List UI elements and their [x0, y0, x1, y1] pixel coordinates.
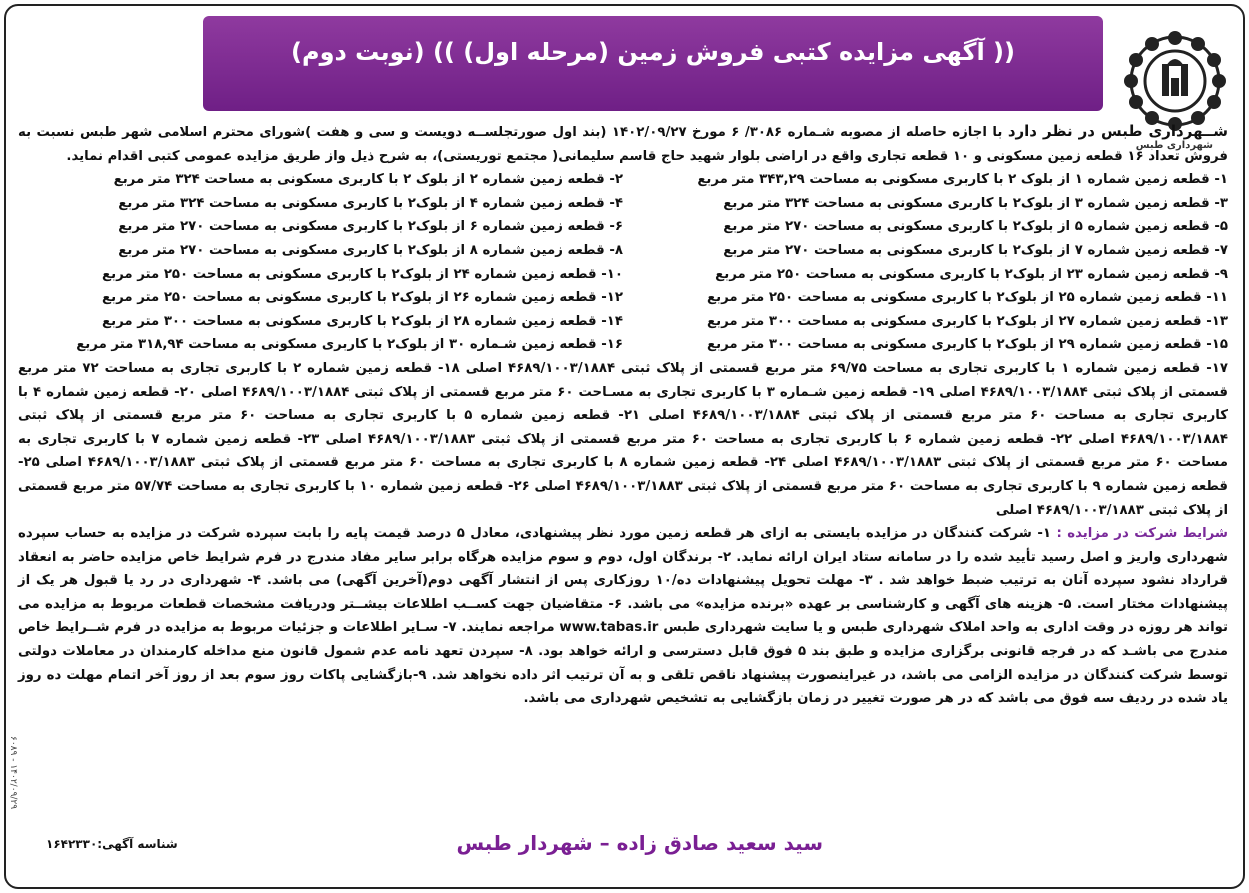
footer — [6, 831, 1243, 865]
list-item: ۹- قطعه زمین شماره ۲۳ از بلوک۲ با کاربری مسکونی به مساحت ۲۵۰ متر مربع — [715, 266, 1228, 282]
list-item: ۸- قطعه زمین شماره ۸ از بلوک۲ با کاربری مسکونی به مساحت ۲۷۰ متر مربع — [118, 242, 623, 258]
conditions-section — [18, 522, 1228, 711]
auction-notice — [4, 4, 1245, 889]
commercial-lots: ۱۷- قطعه زمین شماره ۱ با کاربری تجاری به مساحت ۶۹/۷۵ متر مربع قسمتی از پلاک ثبتی ۴۶۸۹/۱۰۰۳/۱۸۸۴ اصلی ۱۸- قطعه زمین شماره ۲ با کاربری تجاری به مساحت ۷۲ متر مربع قسمتی از پلاک ثبتی ۴۶۸۹/۱۰۰۳/۱۸۸۴ اصلی ۱۹- قطعه زمین شـماره ۳ با کاربری تجاری به مسـاحت ۶۰ متر مربع قسمتی از پلاک ثبتی ۴۶۸۹/۱۰۰۳/۱۸۸۴ اصلی ۲۰- قطعه زمین شماره ۴ با کاربری تجاری به مساحت ۶۰ متر مربع قسمتی از پلاک ثبتی ۴۶۸۹/۱۰۰۳/۱۸۸۴ اصلی ۲۱- قطعه زمین شماره ۵ با کاربری تجاری به مساحت ۶۰ متر مربع قسمتی از پلاک ثبتی ۴۶۸۹/۱۰۰۳/۱۸۸۴ اصلی ۲۲- قطعه زمین شماره ۶ با کاربری تجاری به مساحت ۶۰ متر مربع قسمتی از پلاک ثبتی ۴۶۸۹/۱۰۰۳/۱۸۸۳ اصلی ۲۳- قطعه زمین شماره ۷ با کاربری تجاری به مساحت ۶۰ متر مربع قسمتی از پلاک ثبتی ۴۶۸۹/۱۰۰۳/۱۸۸۳ اصلی ۲۴- قطعه زمین شماره ۸ با کاربری تجاری به مساحت ۶۰ متر مربع قسمتی از پلاک ثبتی ۴۶۸۹/۱۰۰۳/۱۸۸۳ اصلی ۲۵- قطعه زمین شماره ۹ با کاربری تجاری به مساحت ۶۰ متر مربع قسمتی از پلاک ثبتی ۴۶۸۹/۱۰۰۳/۱۸۸۳ اصلی ۲۶- قطعه زمین شماره ۱۰ با کاربری تجاری به مساحت ۵۷/۷۴ متر مربع قسمتی از پلاک ثبتی ۴۶۸۹/۱۰۰۳/۱۸۸۳ اصلی — [18, 360, 1229, 518]
list-item: ۱۴- قطعه زمین شماره ۲۸ از بلوک۲ با کاربری مسکونی به مساحت ۳۰۰ متر مربع — [102, 313, 623, 329]
list-item: ۶- قطعه زمین شماره ۶ از بلوک۲ با کاربری مسکونی به مساحت ۲۷۰ متر مربع — [118, 219, 623, 235]
list-item: ۱۶- قطعه زمین شـماره ۳۰ از بلوک۲ با کاربری مسکونی به مساحت ۳۱۸,۹۴ متر مربع — [76, 337, 623, 353]
intro-text: با اجازه حاصله از مصوبه شـماره ۳۰۸۶/ ۶ مورخ ۱۴۰۲/۰۹/۲۷ (بند اول صورتجلســه دویست و سی و هفت )شورای محترم اسلامی شهر طبس نسبت به فروش تعداد ۱۶ قطعه زمین مسکونی و ۱۰ قطعه تجاری واقع در اراضی بلوار شهید حاج قاسم سلیمانی( مجتمع توریستی)، به شرح ذیل واز طریق مزایده عمومی کتبی اقدام نماید. — [18, 125, 1228, 164]
list-item: ۷- قطعه زمین شماره ۷ از بلوک۲ با کاربری مسکونی به مساحت ۲۷۰ متر مربع — [723, 242, 1228, 258]
mayor-signature: سید سعید صادق زاده – شهردار طبس — [456, 831, 823, 855]
residential-column-left — [18, 168, 623, 357]
list-item: ۳- قطعه زمین شماره ۳ از بلوک۲ با کاربری مسکونی به مساحت ۳۲۴ متر مربع — [723, 195, 1228, 211]
title-banner — [203, 16, 1103, 111]
list-item: ۵- قطعه زمین شماره ۵ از بلوک۲ با کاربری مسکونی به مساحت ۲۷۰ متر مربع — [723, 219, 1228, 235]
notice-body — [18, 120, 1228, 711]
conditions-title: شرایط شرکت در مزایده : — [1056, 526, 1228, 542]
list-item: ۱۲- قطعه زمین شماره ۲۶ از بلوک۲ با کاربری مسکونی به مساحت ۲۵۰ متر مربع — [102, 290, 623, 306]
list-item: ۲- قطعه زمین شماره ۲ از بلوک ۲ با کاربری مسکونی به مساحت ۳۲۴ متر مربع — [113, 172, 623, 188]
conditions-text: ۱- شرکت کنندگان در مزایده بایستی به ازای هر قطعه زمین مورد نظر پیشنهادی، معادل ۵ درصد قیمت پایه را بابت سپرده شرکت در مزایده به حساب سپرده شهرداری واریز و اصل رسید تأیید شده را در سامانه ستاد ایران ارائه نماید. ۲- برندگان اول، دوم و سوم مزایده هرگاه برابر سایر مفاد مندرج در فرم شرایط خاص مزایده حاضر به انعقاد قرارداد نشود سپرده آنان به ترتیب ضبط خواهد شد . ۳- مهلت تحویل پیشنهادات ده/۱۰ روزکاری پس از انتشار آگهی دوم(آخرین آگهی) می باشد. ۴- شهرداری در رد یا قبول هر یک از پیشنهادات مختار است. ۵- هزینه های آگهی و کارشناسی بر عهده «برنده مزایده» می باشد. ۶- متقاضیان جهت کســب اطلاعات بیشــتر ودریافت مشخصات قطعات مربوط به مزایده می تواند هر روزه در وقت اداری به واحد املاک شهرداری طبس و یا سایت شهرداری طبس www.tabas.ir مراجعه نمایند. ۷- سـایر اطلاعات و جزئیات مربوط به مزایده در فرم شــرایط خاص مندرج می باشـد که در فرجه قانونی برگزاری مزایده و طبق بند ۵ فوق قابل دسترسی و ارائه خواهد بود. ۸- سپردن تعهد نامه عدم شمول قانون منع مداخله کارمندان در معاملات دولتی توسط شرکت کنندگان در مزایده الزامی می باشد، در غیراینصورت پیشنهاد ناقص تلقی و به آن ترتیب اثر داده نخواهد شد. ۹-بازگشایی پاکات روز سوم بعد از روز آخر اتمام مهلت ده روز یاد شده در ردیف سه فوق می باشد که در هر صورت تغییر در زمان بازگشایی به تشخیص شهرداری می باشد. — [18, 526, 1228, 707]
list-item: ۴- قطعه زمین شماره ۴ از بلوک۲ با کاربری مسکونی به مساحت ۳۲۴ متر مربع — [118, 195, 623, 211]
list-item: ۱۵- قطعه زمین شماره ۲۹ از بلوک۲ با کاربری مسکونی به مساحت ۳۰۰ متر مربع — [707, 337, 1228, 353]
seal-label: شهرداری طبس — [1135, 140, 1213, 151]
side-code: ۱۴۰۲/۰۹/۲۹ - ۶۰۸۹ — [8, 736, 18, 810]
residential-lots — [18, 168, 1228, 357]
page-title: (( آگهی مزایده کتبی فروش زمین (مرحله اول) )) (نوبت دوم) — [291, 38, 1015, 66]
intro-paragraph — [18, 120, 1228, 168]
list-item: ۱۳- قطعه زمین شماره ۲۷ از بلوک۲ با کاربری مسکونی به مساحت ۳۰۰ متر مربع — [707, 313, 1228, 329]
list-item: ۱۱- قطعه زمین شماره ۲۵ از بلوک۲ با کاربری مسکونی به مساحت ۲۵۰ متر مربع — [707, 290, 1228, 306]
list-item: ۱۰- قطعه زمین شماره ۲۴ از بلوک۲ با کاربری مسکونی به مساحت ۲۵۰ متر مربع — [102, 266, 623, 282]
intro-lead: شــهرداری طبس در نظر دارد — [1007, 122, 1228, 140]
list-item: ۱- قطعه زمین شماره ۱ از بلوک ۲ با کاربری مسکونی به مساحت ۳۴۳,۲۹ متر مربع — [697, 172, 1228, 188]
ad-id: شناسه آگهی:۱۶۴۲۳۳۰ — [46, 837, 178, 851]
residential-column-right — [623, 168, 1228, 357]
